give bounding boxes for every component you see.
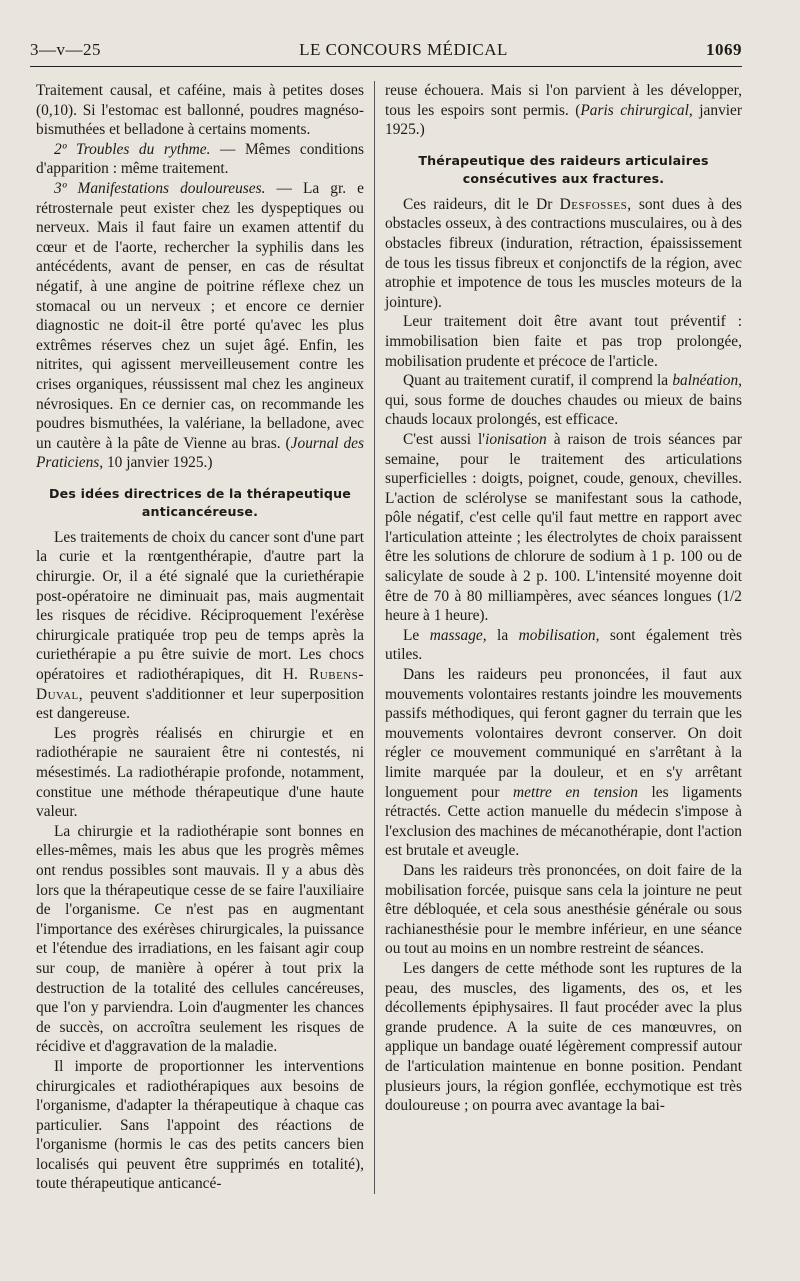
emphasis: massage,: [429, 626, 487, 644]
paragraph: Les dangers de cette méthode sont les ruptures de la peau, des muscles, des ligaments, des os, et les décollements épiphysaires. Il faut procéder avec la plus grande prudence. A la suite de ces manœuvres, on applique un bandage ouaté légèrement compressif autour de l'articulation maintenue en bonne position. Pendant plusieurs jours, la région gonflée, ecchymotique est très douloureuse ; on pourra avec avantage la bai-: [385, 959, 742, 1115]
paragraph: Leur traitement doit être avant tout préventif : immobilisation bien faite et pas trop prolongée, mobilisation prudente et précoce de l'article.: [385, 313, 742, 370]
paragraph: C'est aussi l'ionisation à raison de trois séances par semaine, pour le traitement des articulations superficielles : doigts, poignet, coude, genoux, chevilles. L'action de sclérolyse se manifestant sous la cathode, pôle négatif, c'est celle qu'il faut mettre en rapport avec l'articulation atteinte ; les électrolytes de choix paraissent être les solutions de chlorure de sodium à 1 p. 100 ou de salicylate de soude à 2 p. 100. L'intensité moyenne doit être de 70 à 80 milliampères, avec séances longues (1/2 heure à 1 heure).: [385, 430, 742, 625]
section-heading: Des idées directrices de la thérapeutique anticancéreuse.: [48, 485, 352, 519]
paragraph: La chirurgie et la radiothérapie sont bonnes en elles-mêmes, mais les abus que les progrès mêmes ont rendus possibles sont mauvais. Il y a abus dès lors que la thérapeutique cesse de se faire l'auxiliaire de l'organisme. Ce n'est pas en augmentant l'importance des exérèses chirurgicales, la puissance et l'étendue des irradiations, en les faisant agir coup sur coup, de manière à opérer à tout prix la destruction de la totalité des cellules cancéreuses, que l'on y parviendra. Loin d'augmenter les chances de succès, on accroîtra seulement les risques de récidive et d'aggravation de la maladie.: [36, 822, 364, 1056]
subheading-italic: 2º Troubles du rythme.: [54, 140, 211, 158]
paragraph: Il importe de proportionner les interventions chirurgicales et radiothérapiques aux besoins de l'organisme, d'adapter la thérapeutique à chaque cas particulier. Sans l'appoint des réactions de l'organisme (hormis le cas des petits cancers bien localisés qui peuvent être supprimés en totalité), toute thérapeutique anticancé-: [36, 1057, 364, 1193]
paragraph: 3º Manifestations douloureuses. — La gr. e rétrosternale peut exister chez les dyspeptiques ou nerveux. Mais il faut faire un examen attentif du cœur et de l'aorte, rechercher la syphilis dans les antécédents, avant de penser, en cas de résultat négatif, à une angine de poitrine réflexe chez un stomacal ou un nerveux ; et encore ce dernier diagnostic ne doit-il être porté qu'avec les plus extrêmes réserves chez un sujet âgé. Enfin, les nitrites, qui agissent merveilleusement contre les crises organiques, réussissent mal chez les angineux névrosiques. En ce dernier cas, on recommande les poudres bismuthées, la valériane, la belladone, avec un cautère à la pâte de Vienne au bras. (Journal des Praticiens, 10 janvier 1925.): [36, 179, 364, 472]
source-citation: Journal des Praticiens,: [36, 434, 364, 472]
running-header: [30, 40, 742, 67]
paragraph: Ces raideurs, dit le Dr Desfosses, sont dues à des obstacles osseux, à des contractions musculaires, ou à des obstacles fibreux (induration, rétraction, épaississement de tous les tissus fibreux et conjonctifs de la région, avec atrophie et impotence de tous les muscles moteurs de la jointure).: [385, 195, 742, 311]
section-heading: Thérapeutique des raideurs articulaires consécutives aux fractures.: [418, 152, 709, 186]
paragraph: reuse échouera. Mais si l'on parvient à les développer, tous les espoirs sont permis. (Paris chirurgical, janvier 1925.): [385, 82, 742, 139]
paragraph: Les traitements de choix du cancer sont d'une part la curie et la rœntgenthérapie, d'autre part la chirurgie. Or, il a été signalé que la curiethérapie post-opératoire ne diminuait pas, mais augmentait les risques de récidive. Réciproquement l'exérèse chirurgicale pratiquée trop peu de temps après la curiethérapie a pu être suivie de mort. Les chocs opératoires et radiothérapiques, dit H. Rubens-Duval, peuvent s'additionner et leur superposition est dangereuse.: [36, 528, 364, 723]
emphasis: balnéation,: [672, 372, 742, 390]
source-citation: Paris chirurgical,: [580, 101, 693, 119]
emphasis: ionisation: [485, 430, 547, 448]
author-name: Desfosses,: [559, 195, 632, 213]
subheading-italic: 3º Manifestations douloureuses.: [54, 179, 266, 197]
paragraph: Les progrès réalisés en chirurgie et en radiothérapie ne sauraient être ni contestés, ni mésestimés. La radiothérapie profonde, notamment, constitue une méthode thérapeutique d'une haute valeur.: [36, 724, 364, 821]
emphasis: mettre en tension: [513, 783, 638, 801]
page-number: 1069: [705, 40, 742, 59]
emphasis: mobilisation,: [518, 626, 600, 644]
paragraph: Dans les raideurs très prononcées, on doit faire de la mobilisation forcée, puisque sans cela la jointure ne peut être débloquée, et cela sous anesthésie générale ou sous rachianesthésie pour le membre inférieur, en une séance ou tout au moins en un nombre restreint de séances.: [385, 861, 742, 958]
paragraph: 2º Troubles du rythme. — Mêmes conditions d'apparition : même traitement.: [36, 140, 364, 178]
left-column: [36, 81, 364, 1194]
paragraph: Traitement causal, et caféine, mais à petites doses (0,10). Si l'estomac est ballonné, poudres magnéso-bismuthées et belladone à certains moments.: [36, 82, 364, 139]
paragraph: Quant au traitement curatif, il comprend la balnéation, qui, sous forme de douches chaudes ou mieux de bains chauds locaux prolongés, est efficace.: [385, 372, 742, 429]
column-divider: [374, 81, 375, 1194]
author-name: Rubens-Duval,: [36, 666, 364, 703]
paragraph: Dans les raideurs peu prononcées, il faut aux mouvements volontaires restants joindre les mouvements passifs méthodiques, qui feront gagner du terrain que les mouvements volontaires devront conserver. On doit régler ce mouvement communiqué en s'arrêtant à la limite marquée par la douleur, et en s'y arrêtant longuement pour mettre en tension les ligaments rétractés. Cette action manuelle du médecin s'impose à l'exclusion des machines de mécanothérapie, dont l'action est brutale et aveugle.: [385, 666, 742, 860]
issue-date: 3—v—25: [30, 40, 101, 59]
journal-title: LE CONCOURS MÉDICAL: [299, 40, 508, 59]
two-column-body: [30, 81, 742, 1194]
right-column: [385, 81, 742, 1194]
paragraph: Le massage, la mobilisation, sont également très utiles.: [385, 626, 742, 664]
